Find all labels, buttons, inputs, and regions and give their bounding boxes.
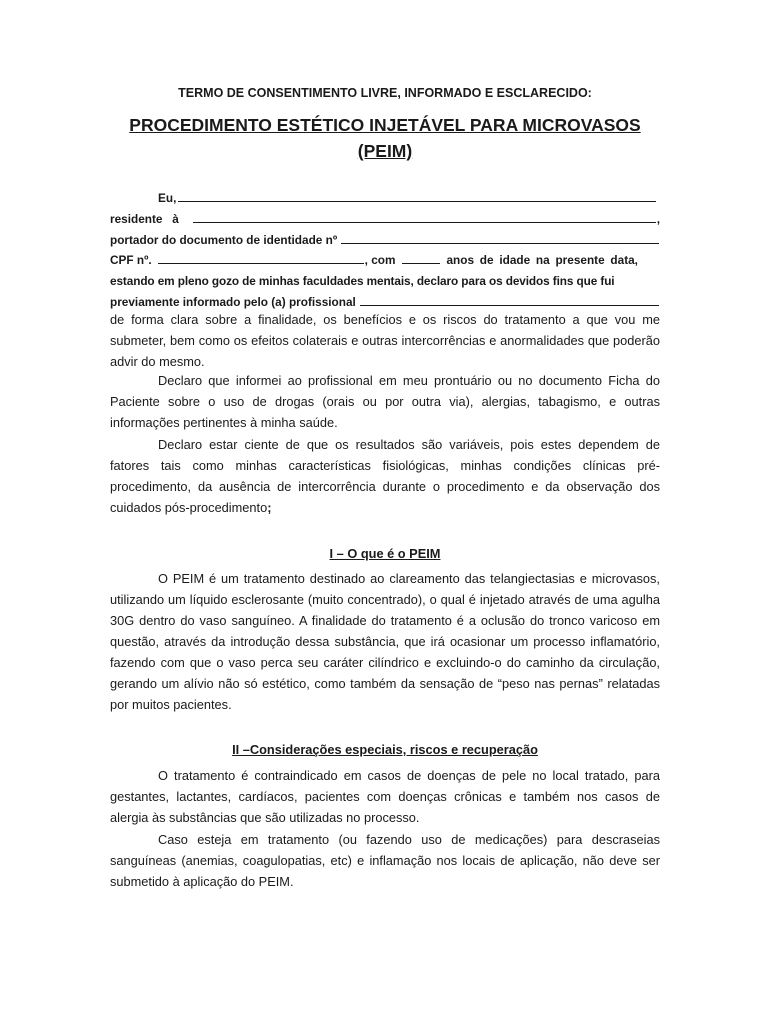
id-line bbox=[110, 230, 660, 251]
section-2-heading: II –Considerações especiais, riscos e recuperação bbox=[232, 742, 538, 757]
procedure-title bbox=[110, 112, 660, 164]
section-2-paragraph-2 bbox=[110, 829, 660, 892]
professional-blank[interactable] bbox=[360, 293, 659, 306]
section-2-paragraph-1 bbox=[110, 765, 660, 828]
section-1-text: O PEIM é um tratamento destinado ao clareamento das telangiectasias e microvasos, utilizando um líquido esclerosante (muito concentrado), o qual é injetado através de uma agulha 30G dentro do vaso sanguíneo. A finalidade do tratamento é a oclusão do tronco varicoso em questão, através da introdução dessa substância, que irá ocasionar um processo inflamatório, fazendo com que o vaso perca seu caráter cilíndrico e excluindo-o do caminho da circulação, gerando um alívio não só estético, como também da sensação de “peso nas pernas” relatadas por muitos pacientes. bbox=[110, 571, 660, 712]
identity-label: portador do documento de identidade nº bbox=[110, 232, 338, 247]
section-2-text-1: O tratamento é contraindicado em casos de doenças de pele no local tratado, para gestantes, lactantes, cardíacos, pacientes com doenças crônicas e também nos casos de alergia às substâncias que são utilizadas no processo. bbox=[110, 768, 660, 825]
section-1-paragraph bbox=[110, 568, 660, 715]
address-line bbox=[110, 209, 660, 230]
declaro-2-end: ; bbox=[267, 500, 272, 515]
age-label: anos de idade na presente data, bbox=[446, 253, 638, 268]
address-comma: , bbox=[656, 211, 660, 226]
faculties-line: estando em pleno gozo de minhas faculdades mentais, declaro para os devidos fins que fui bbox=[110, 274, 615, 289]
declaro-1-text: Declaro que informei ao profissional em meu prontuário ou no documento Ficha do Paciente sobre o uso de drogas (orais ou por outra via), alergias, tabagismo, e outras informações pertinentes à minha saúde. bbox=[110, 373, 660, 430]
residente-label: residente à bbox=[110, 211, 179, 226]
patient-form bbox=[110, 188, 660, 313]
eu-label: Eu, bbox=[158, 191, 177, 205]
cpf-label: CPF nº. bbox=[110, 253, 152, 268]
procedure-title-line1: PROCEDIMENTO ESTÉTICO INJETÁVEL PARA MICROVASOS bbox=[129, 115, 641, 135]
section-1-heading: I – O que é o PEIM bbox=[329, 546, 441, 561]
com-label: , com bbox=[364, 253, 396, 268]
cpf-blank[interactable] bbox=[158, 251, 364, 264]
cpf-line bbox=[110, 250, 660, 271]
intro-paragraph: de forma clara sobre a finalidade, os benefícios e os riscos do tratamento a que vou me submeter, bem como os efeitos colaterais e outras intercorrências e anormalidades que poderão advir do mesmo. bbox=[110, 312, 660, 369]
name-line bbox=[110, 188, 660, 209]
declaro-paragraph-2 bbox=[110, 434, 660, 518]
name-blank[interactable] bbox=[178, 189, 656, 202]
procedure-title-line2: (PEIM) bbox=[357, 141, 413, 161]
section-2-text-2: Caso esteja em tratamento (ou fazendo uso de medicações) para descraseias sanguíneas (anemias, coagulopatias, etc) e inflamação nos locais de aplicação, não deve ser submetido à aplicação do PEIM. bbox=[110, 832, 660, 889]
address-blank[interactable] bbox=[193, 210, 656, 223]
age-blank[interactable] bbox=[402, 251, 440, 264]
consent-title: TERMO DE CONSENTIMENTO LIVRE, INFORMADO E ESCLARECIDO: bbox=[178, 86, 592, 100]
identity-blank[interactable] bbox=[341, 231, 659, 244]
declaro-paragraph-1 bbox=[110, 370, 660, 433]
declaro-2-text: Declaro estar ciente de que os resultados são variáveis, pois estes dependem de fatores tais como minhas características fisiológicas, minhas condições clínicas pré-procedimento, da ausência de intercorrência durante o procedimento e da observação dos cuidados pós-procedimento bbox=[110, 437, 660, 515]
professional-label: previamente informado pelo (a) profissional bbox=[110, 294, 356, 309]
